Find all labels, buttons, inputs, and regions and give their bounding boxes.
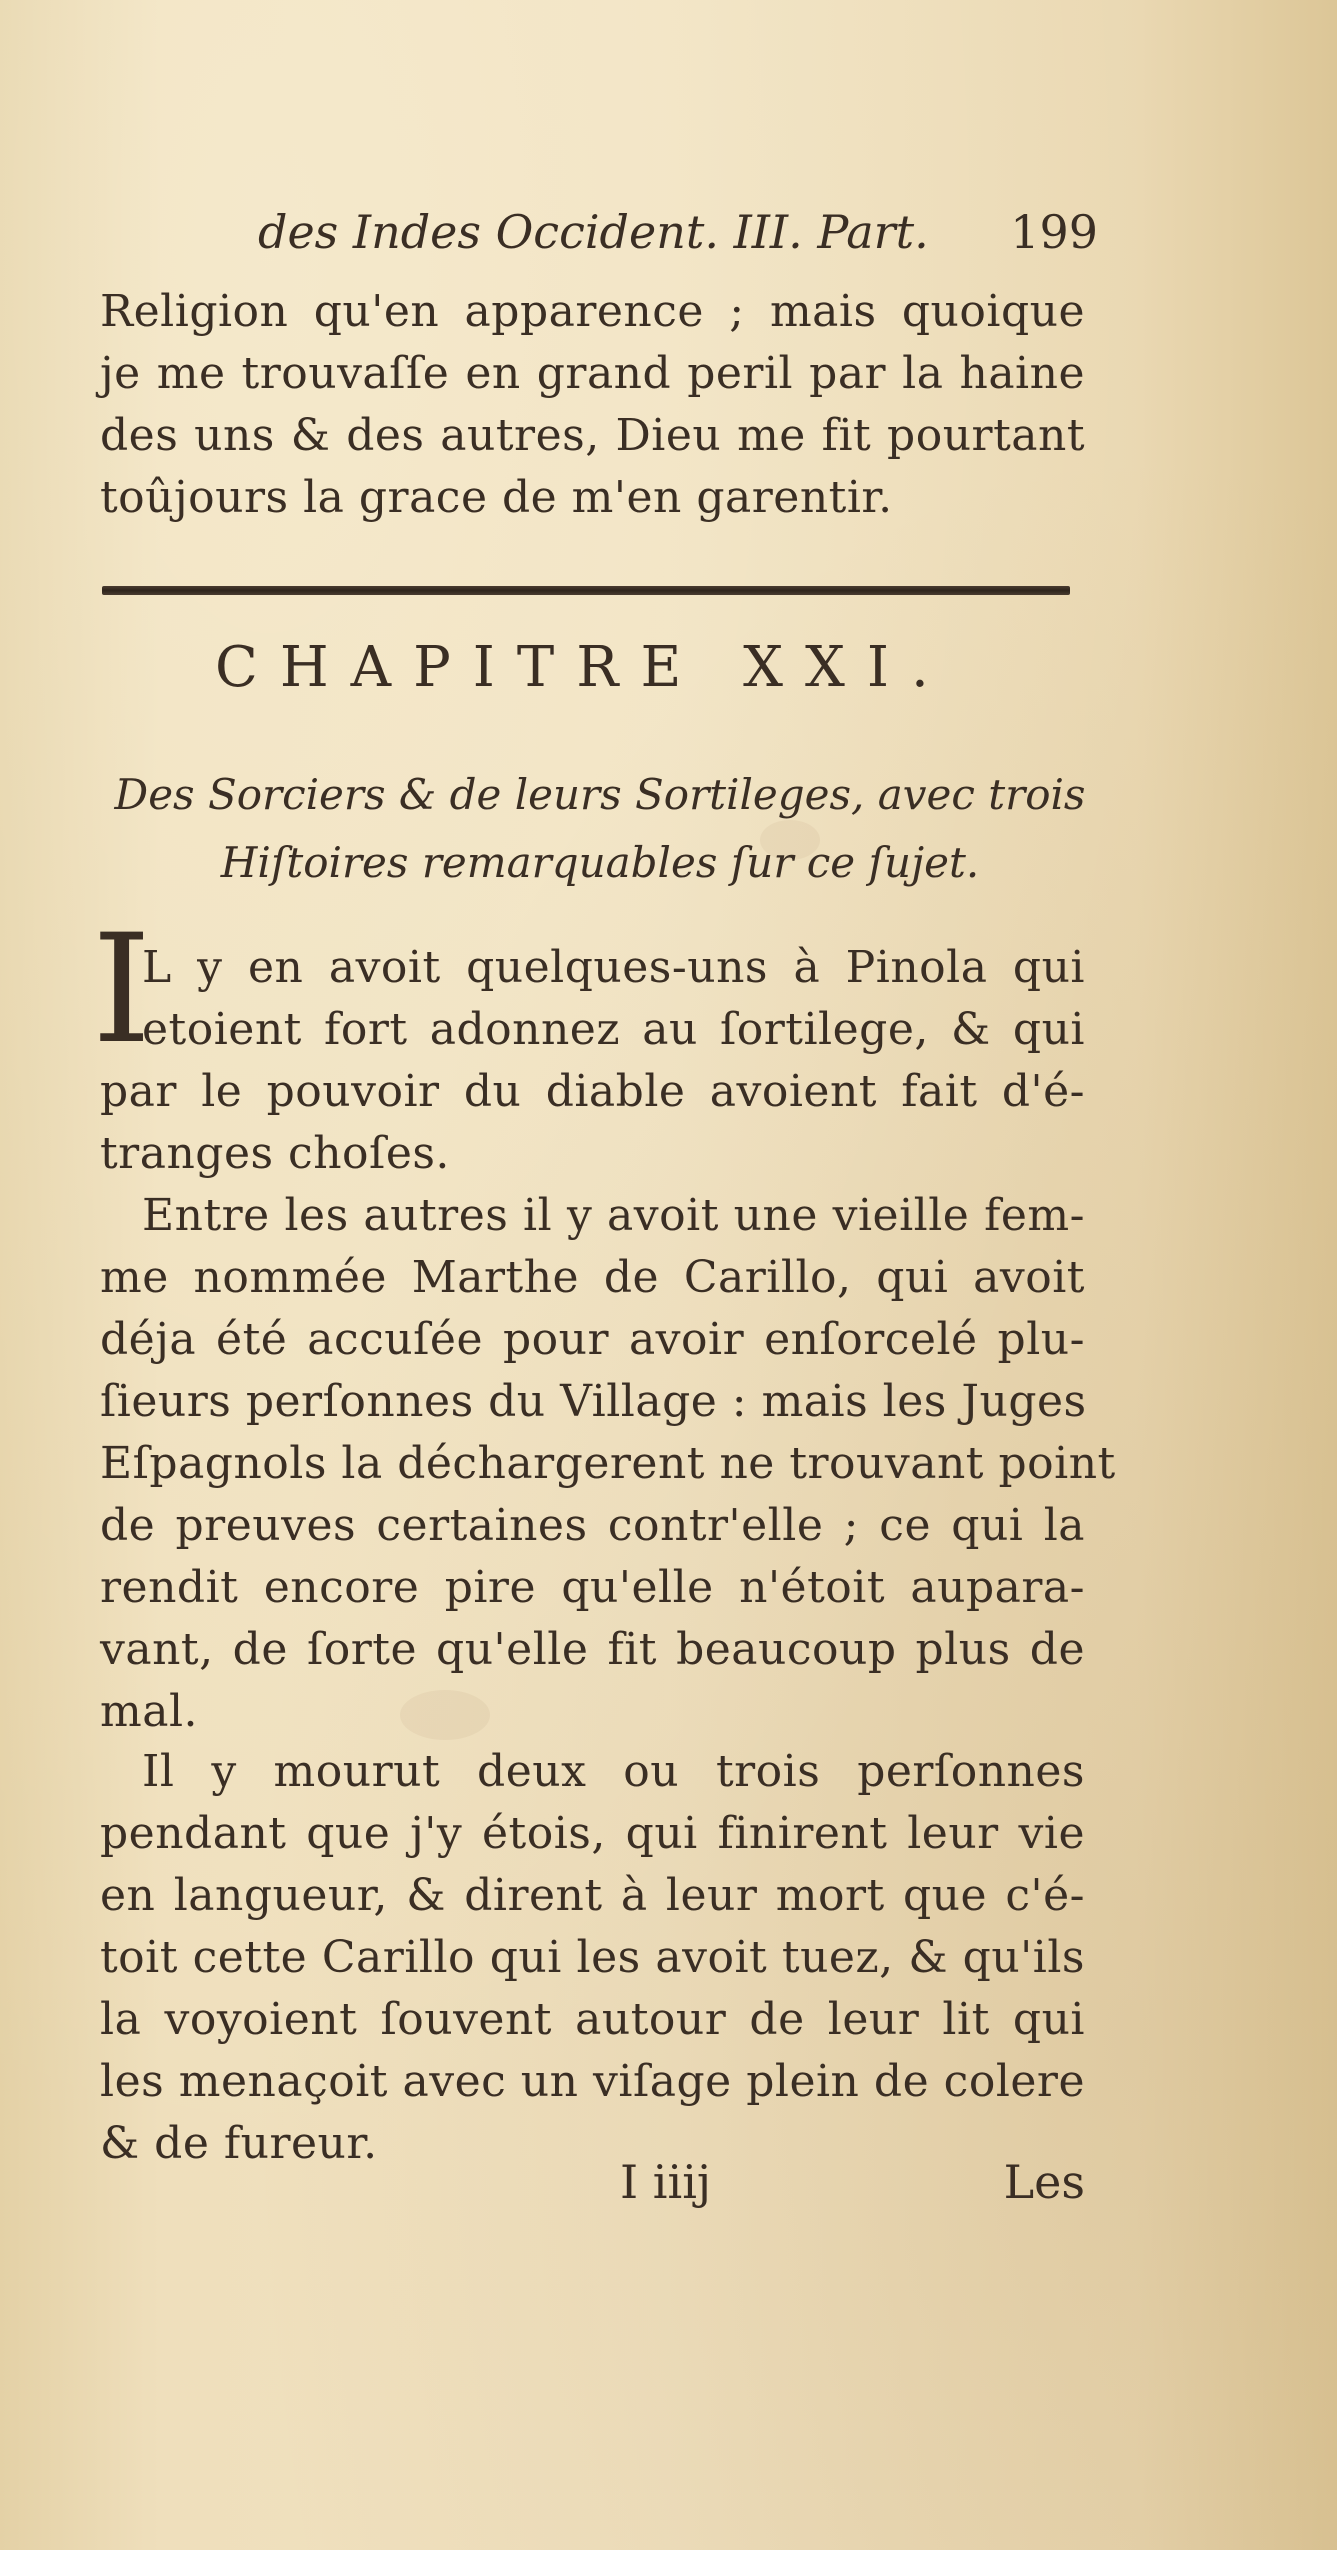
text-line: pendant que j'y étois, qui finirent leur vie: [100, 1808, 1085, 1859]
signature-mark: I iiij: [620, 2155, 712, 2209]
page-footer: [100, 2155, 1085, 2225]
chapter-subtitle-line: Hiſtoires remarquables ſur ce ſujet.: [220, 838, 980, 887]
running-title: des Indes Occident. III. Part.: [258, 205, 929, 259]
text-line: mal.: [100, 1686, 199, 1737]
text-line: Eſpagnols la déchargerent ne trouvant point: [100, 1438, 1116, 1489]
text-line: de preuves certaines contr'elle ; ce qui la: [100, 1500, 1085, 1551]
text-line: tranges choſes.: [100, 1128, 450, 1179]
section-divider: [102, 586, 1070, 595]
text-line: L y en avoit quelques-uns à Pinola qui: [142, 942, 1085, 993]
text-line: la voyoient ſouvent autour de leur lit qui: [100, 1994, 1085, 2045]
page-number: 199: [1010, 205, 1098, 259]
text-line: me nommée Marthe de Carillo, qui avoit: [100, 1252, 1085, 1303]
catchword: Les: [1003, 2155, 1085, 2209]
text-line: toit cette Carillo qui les avoit tuez, & qu'ils: [100, 1932, 1085, 1983]
text-line: Religion qu'en apparence ; mais quoique: [100, 286, 1085, 337]
text-line: en langueur, & dirent à leur mort que c'é-: [100, 1870, 1085, 1921]
drop-cap: I: [92, 903, 152, 1077]
text-line: par le pouvoir du diable avoient fait d'é-: [100, 1066, 1085, 1117]
text-line: & de fureur.: [100, 2118, 378, 2169]
text-line: Il y mourut deux ou trois perſonnes: [142, 1746, 1085, 1797]
text-line: Entre les autres il y avoit une vieille fem-: [142, 1190, 1085, 1241]
text-line: rendit encore pire qu'elle n'étoit aupara-: [100, 1562, 1085, 1613]
text-line: déja été accuſée pour avoir enſorcelé plu-: [100, 1314, 1085, 1365]
chapter-subtitle-line: Des Sorciers & de leurs Sortileges, avec trois: [114, 770, 1086, 819]
text-line: des uns & des autres, Dieu me fit pourtant: [100, 410, 1085, 461]
text-line: toûjours la grace de m'en garentir.: [100, 472, 893, 523]
text-line: je me trouvaſſe en grand peril par la haine: [100, 348, 1085, 399]
text-line: les menaçoit avec un viſage plein de colere: [100, 2056, 1085, 2107]
text-line: ſieurs perſonnes du Village : mais les Juges: [100, 1376, 1087, 1427]
text-line: etoient fort adonnez au ſortilege, & qui: [142, 1004, 1085, 1055]
chapter-heading: CHAPITRE XXI.: [215, 635, 951, 700]
text-line: vant, de ſorte qu'elle fit beaucoup plus de: [100, 1624, 1085, 1675]
running-header: [258, 205, 1098, 275]
